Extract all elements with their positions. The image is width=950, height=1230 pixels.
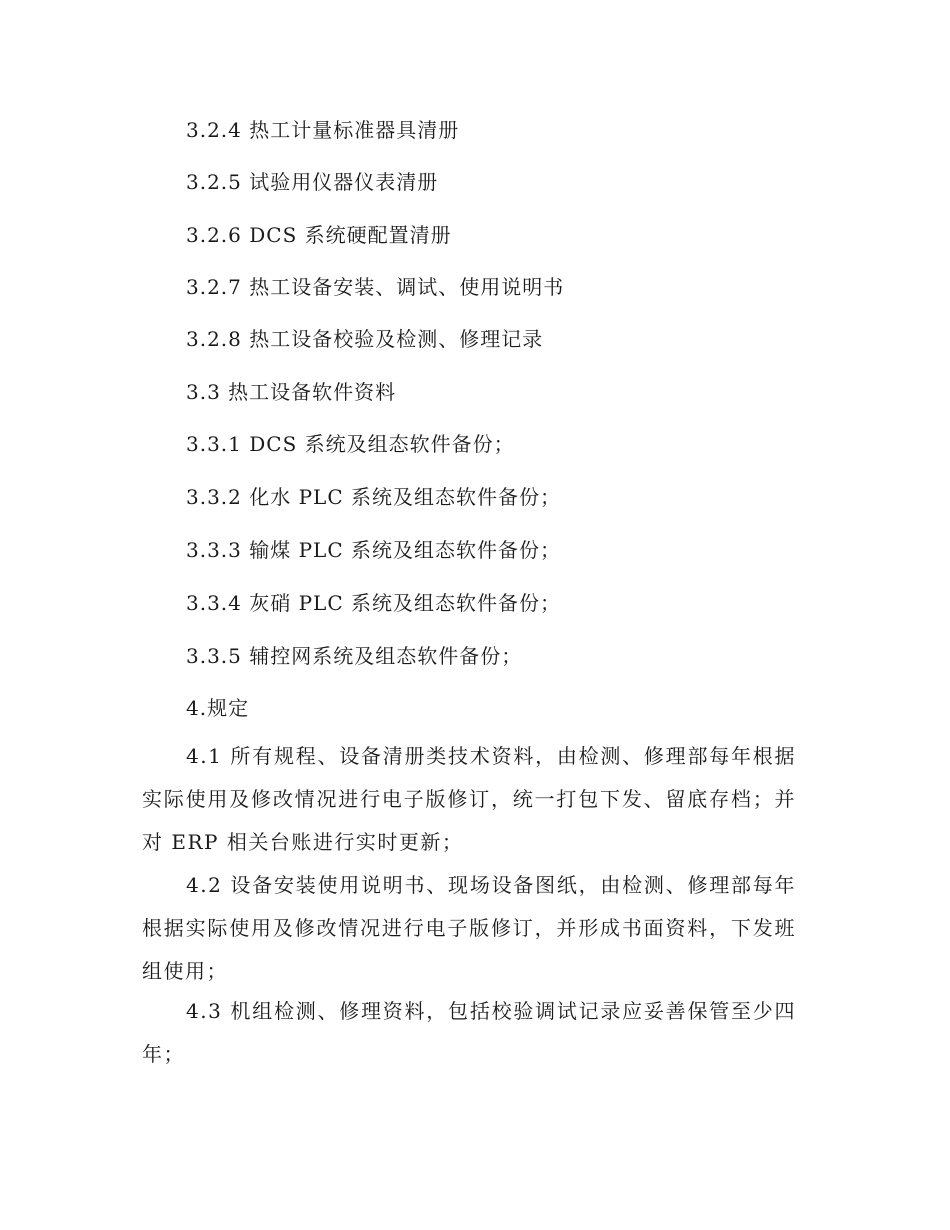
- item-3-3-4: 3.3.4 灰硝 PLC 系统及组态软件备份；: [186, 591, 562, 615]
- paragraph-4-1: 4.1 所有规程、设备清册类技术资料，由检测、修理部每年根据实际使用及修改情况进行电子版修订，统一打包下发、留底存档；并对 ERP 相关台账进行实时更新；: [142, 744, 796, 854]
- heading-3-2-7: 3.2.7 热工设备安装、调试、使用说明书: [186, 275, 565, 299]
- heading-3-3: 3.3 热工设备软件资料: [186, 380, 397, 404]
- item-3-3-5: 3.3.5 辅控网系统及组态软件备份；: [186, 644, 523, 668]
- heading-3-2-8: 3.2.8 热工设备校验及检测、修理记录: [186, 327, 544, 351]
- heading-3-2-4: 3.2.4 热工计量标准器具清册: [186, 118, 460, 142]
- item-3-3-3: 3.3.3 输煤 PLC 系统及组态软件备份；: [186, 538, 562, 562]
- item-3-3-1: 3.3.1 DCS 系统及组态软件备份；: [186, 432, 515, 456]
- heading-3-2-6: 3.2.6 DCS 系统硬配置清册: [186, 223, 452, 247]
- paragraph-4-3: 4.3 机组检测、修理资料，包括校验调试记录应妥善保管至少四年；: [142, 999, 796, 1066]
- section-heading-4: 4.规定: [186, 696, 250, 720]
- heading-3-2-5: 3.2.5 试验用仪器仪表清册: [186, 170, 439, 194]
- paragraph-4-2: 4.2 设备安装使用说明书、现场设备图纸，由检测、修理部每年根据实际使用及修改情况进行电子版修订，并形成书面资料，下发班组使用；: [142, 873, 796, 983]
- item-3-3-2: 3.3.2 化水 PLC 系统及组态软件备份；: [186, 485, 562, 509]
